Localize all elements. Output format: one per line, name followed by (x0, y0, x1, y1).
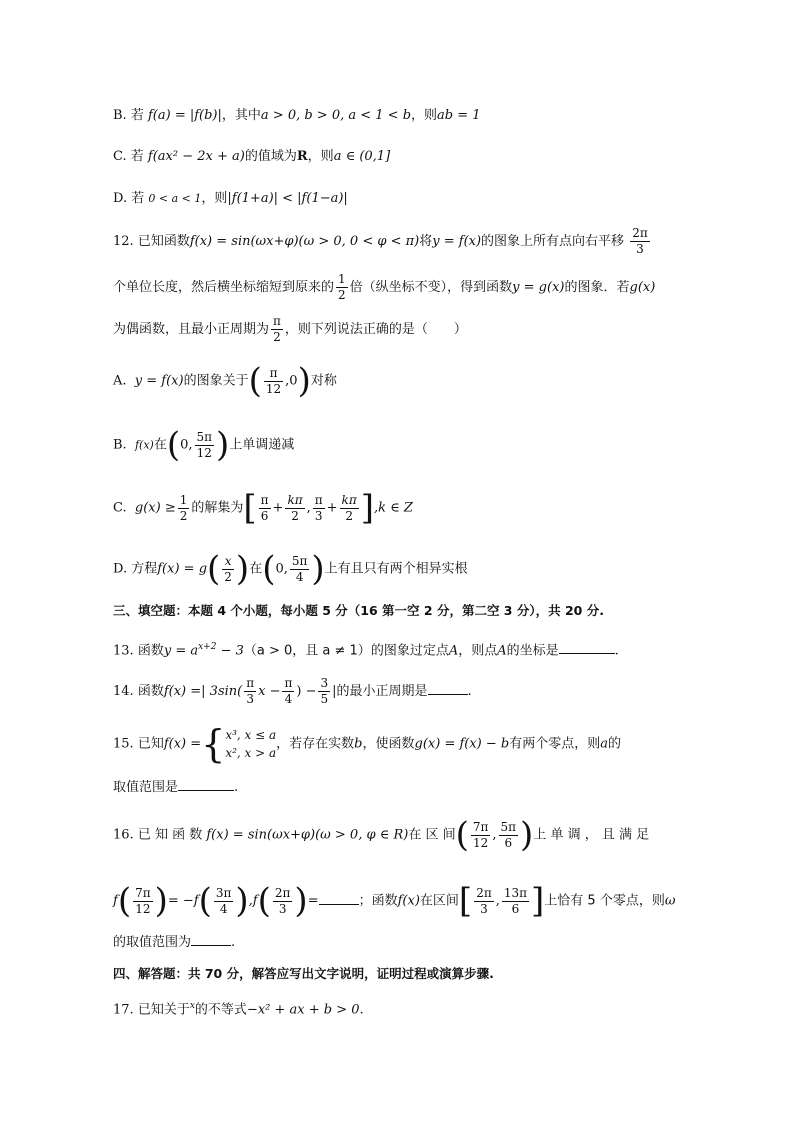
denominator: 3 (480, 901, 488, 916)
math-expr: a (600, 736, 609, 752)
text: 个单位长度，然后横坐标缩短到原来的 (113, 280, 335, 295)
math-expr: x − (258, 684, 281, 699)
text: . (234, 780, 239, 795)
math-expr: f (113, 893, 118, 909)
left-paren: ( (455, 815, 469, 855)
text: 的坐标是 (506, 643, 559, 659)
right-bracket: ] (531, 881, 545, 921)
text: 有两个零点，则 (509, 736, 601, 752)
math-expr: A (497, 643, 507, 659)
left-paren: ( (166, 425, 181, 465)
text: 若 (130, 149, 144, 164)
q12-option-b (113, 425, 295, 465)
text: 上恰有 5 个零点，则 (544, 893, 665, 909)
math-expr: = −f (167, 893, 199, 909)
q13 (113, 637, 619, 661)
left-paren: ( (207, 549, 221, 589)
right-bracket: ] (360, 488, 374, 528)
fraction (285, 493, 304, 524)
q12-option-d (113, 549, 468, 589)
fraction (630, 226, 650, 257)
fraction (271, 314, 283, 345)
right-paren: ) (297, 361, 311, 401)
text: ，则 (307, 149, 334, 164)
text: 在 区 间 (408, 827, 456, 843)
math-expr: f(x) (134, 438, 154, 452)
operator: + (326, 500, 338, 516)
math-expr: g(x) = f(x) − b (414, 736, 510, 752)
answer-blank[interactable] (559, 641, 615, 654)
answer-blank[interactable] (428, 682, 468, 695)
math-expr: a ∈ (0,1] (333, 149, 391, 164)
option-label: B. (113, 108, 127, 123)
math-expr: ) − (296, 684, 317, 699)
right-paren: ) (154, 881, 168, 921)
q15-line1 (113, 722, 622, 766)
fraction (471, 820, 491, 851)
separator: , (495, 893, 500, 909)
fraction (273, 886, 293, 917)
math-expr: b (354, 736, 363, 752)
numerator: kπ (287, 492, 303, 507)
math-expr: ω (664, 893, 676, 909)
fraction (244, 676, 256, 707)
q16-line1 (113, 815, 650, 855)
text: ，则下列说法正确的是（ ） (284, 322, 467, 337)
denominator: 2 (291, 508, 299, 523)
denominator: 3 (278, 901, 287, 916)
option-d-q11 (113, 189, 348, 209)
numerator: 5π (500, 819, 517, 834)
numerator: 1 (338, 272, 346, 286)
fraction (474, 886, 494, 917)
text: 为偶函数，且最小正周期为 (113, 322, 270, 337)
math-expr: g(x) (629, 280, 656, 295)
denominator: 2 (273, 330, 281, 344)
math-expr: −x² + ax + b > 0 (246, 1002, 360, 1018)
math-expr: y = f(x) (432, 234, 482, 249)
section4-heading: 四、解答题：共 70 分，解答应写出文字说明，证明过程或演算步骤. (113, 966, 494, 981)
text: 上有且只有两个相异实根 (324, 561, 468, 577)
math-expr: |f(1+a)| < |f(1−a)| (227, 191, 348, 206)
text: ，使函数 (362, 736, 415, 752)
fraction (499, 820, 519, 851)
math-expr: ,0 (285, 373, 298, 389)
denominator: 6 (504, 835, 513, 850)
answer-blank[interactable] (319, 892, 359, 905)
q16-line2 (113, 881, 676, 921)
numerator: x (222, 554, 234, 570)
math-expr: y = f(x) (134, 373, 184, 389)
fraction (178, 493, 190, 524)
fraction (133, 886, 153, 917)
text: 的解集为 (191, 500, 244, 516)
left-paren: ( (198, 881, 212, 921)
answer-blank[interactable] (178, 778, 234, 791)
numerator: π (264, 366, 283, 382)
fraction (336, 272, 348, 303)
math-expr: ,k ∈ Z (373, 500, 413, 516)
fraction (282, 676, 294, 707)
text: 的取值范围为 (113, 935, 192, 950)
fraction (290, 554, 310, 585)
question-number: 12. (113, 234, 134, 249)
denominator: 12 (135, 901, 151, 916)
text: ，则 (411, 108, 438, 123)
numerator: kπ (341, 492, 357, 507)
section3-heading: 三、填空题：本题 4 个小题，每小题 5 分（16 第一空 2 分，第二空 3 分），共 20 分. (113, 603, 604, 618)
math-expr: a > 0, b > 0, a < 1 < b (260, 108, 412, 123)
math-expr: ab = 1 (437, 108, 481, 123)
fraction (502, 886, 529, 917)
text: 上 单 调 ， 且 满 足 (533, 827, 650, 843)
operator: + (272, 500, 284, 516)
text: 的图象上所有点向右平移 (481, 234, 625, 249)
text: 的最小正周期是 (336, 684, 428, 699)
denominator: 4 (295, 569, 304, 584)
denominator: 2 (338, 288, 346, 302)
left-paren: ( (257, 881, 271, 921)
fraction (264, 366, 283, 397)
q12-option-a (113, 361, 337, 401)
question-number: 14. (113, 684, 134, 699)
math-expr: f(x) = g (157, 561, 208, 577)
denominator: 2 (224, 569, 232, 584)
denominator: 5 (320, 692, 329, 706)
text: 的 (608, 736, 622, 752)
right-paren: ) (294, 881, 308, 921)
numerator: 5π (291, 553, 308, 568)
option-label: C. (113, 149, 127, 164)
text: ，若存在实数 (276, 736, 355, 752)
fraction (222, 554, 234, 585)
numerator: π (246, 676, 255, 690)
math-expr: f(x) = sin(ωx+φ)(ω > 0, 0 < φ < π) (189, 234, 420, 249)
left-paren: ( (262, 549, 276, 589)
q12-option-c (113, 488, 413, 528)
q12-line3 (113, 314, 467, 345)
fraction (318, 676, 330, 707)
numerator: 7π (135, 885, 151, 900)
numerator: π (260, 492, 269, 507)
q12-line1 (113, 226, 652, 257)
question-number: 16. (113, 827, 134, 843)
math-expr: = (307, 893, 319, 909)
denominator: 12 (472, 835, 489, 850)
math-expr: 0 < a < 1 (148, 192, 202, 205)
q16-line3 (113, 933, 235, 953)
denominator: 4 (219, 901, 228, 916)
separator: , (306, 500, 311, 516)
text: 上单调递减 (229, 437, 295, 453)
right-paren: ) (216, 425, 230, 465)
text: . (614, 643, 619, 659)
math-expr: | (332, 684, 337, 699)
math-expr: x (189, 1001, 195, 1011)
separator: , (492, 827, 497, 843)
exponent: x+2 (198, 642, 217, 652)
text: 的值域为 (244, 149, 297, 164)
left-brace: { (201, 722, 226, 766)
text: 已知函数 (137, 234, 190, 249)
numerator: 2π (274, 885, 291, 900)
text: . (359, 1002, 364, 1018)
text: 函数 (137, 684, 164, 699)
numerator: π (314, 492, 323, 507)
q14 (113, 676, 472, 707)
numerator: π (273, 314, 281, 328)
numerator: 3 (320, 676, 329, 690)
fraction (313, 493, 325, 524)
math-expr: g(x) ≥ (134, 500, 176, 516)
text: 倍（纵坐标不变），得到函数 (349, 280, 513, 295)
denominator: 3 (636, 242, 644, 256)
math-expr: f(x) =| 3sin( (163, 684, 243, 699)
denominator: 2 (179, 508, 188, 523)
text: 取值范围是 (113, 780, 179, 795)
right-paren: ) (311, 549, 325, 589)
q15-line2 (113, 778, 238, 798)
text: . (467, 684, 472, 699)
right-paren: ) (235, 549, 250, 589)
numerator: 2π (476, 885, 492, 900)
denominator: 4 (284, 692, 293, 706)
text: 若 (130, 108, 144, 123)
numerator: 2π (632, 226, 648, 240)
text: ，则点 (458, 643, 498, 659)
text: 的图象关于 (183, 373, 249, 389)
case-2: x², x > a (225, 746, 277, 760)
text: 的不等式 (194, 1002, 247, 1018)
option-c-q11 (113, 147, 390, 167)
math-expr: y = a (163, 643, 199, 659)
text: 已知 (137, 736, 164, 752)
denominator: 6 (511, 901, 520, 916)
text: 在 (249, 561, 263, 577)
left-paren: ( (248, 361, 262, 401)
right-paren: ) (235, 881, 249, 921)
math-expr: f(x) = (163, 736, 202, 752)
denominator: 3 (246, 692, 254, 706)
q12-line2 (113, 272, 655, 303)
option-label: A. (113, 373, 127, 389)
text: 在 (153, 437, 167, 453)
text: 的图象．若 (564, 280, 630, 295)
question-number: 17. (113, 1002, 134, 1018)
denominator: 12 (265, 381, 282, 396)
math-expr: R (296, 149, 308, 164)
text: ，其中 (221, 108, 261, 123)
text: 在区间 (419, 893, 459, 909)
text: （a > 0，且 a ≠ 1） (243, 643, 371, 659)
denominator: 12 (196, 445, 212, 460)
math-expr: f(ax² − 2x + a) (147, 149, 245, 164)
question-number: 13. (113, 643, 134, 659)
text: 对称 (310, 373, 337, 389)
math-expr: y = g(x) (512, 280, 565, 295)
numerator: 1 (179, 492, 188, 507)
left-bracket: [ (243, 488, 257, 528)
answer-blank[interactable] (191, 933, 231, 946)
numerator: 13π (503, 885, 528, 900)
math-expr: 0, (275, 561, 288, 577)
question-number: 15. (113, 736, 134, 752)
text: ，则 (201, 191, 228, 206)
case-1: x³, x ≤ a (225, 728, 277, 742)
numerator: 5π (196, 429, 213, 444)
option-label: B. (113, 437, 127, 453)
numerator: 7π (472, 819, 489, 834)
option-label: D. (113, 561, 128, 577)
text: 函数 (137, 643, 164, 659)
denominator: 6 (260, 508, 269, 523)
text: 已知关于 (137, 1002, 190, 1018)
piecewise-cases (225, 726, 276, 762)
math-expr: f(x) = sin(ωx+φ)(ω > 0, φ ∈ R) (206, 827, 409, 843)
text: 的图象过定点 (370, 643, 449, 659)
text: . (231, 935, 236, 950)
math-expr: f(a) = |f(b)| (147, 108, 222, 123)
math-expr: ,f (248, 893, 258, 909)
math-expr: − 3 (216, 643, 244, 659)
denominator: 3 (314, 508, 323, 523)
option-label: C. (113, 500, 127, 516)
right-paren: ) (520, 815, 534, 855)
q17 (113, 996, 364, 1020)
left-bracket: [ (458, 881, 473, 921)
text: 若 (131, 191, 145, 206)
fraction (340, 493, 359, 524)
option-b-q11 (113, 106, 481, 126)
denominator: 2 (345, 508, 353, 523)
fraction (195, 430, 215, 461)
math-expr: f(x) (397, 893, 420, 909)
fraction (259, 493, 271, 524)
numerator: 3π (215, 885, 232, 900)
numerator: π (284, 676, 293, 690)
fraction (214, 886, 234, 917)
math-expr: A (448, 643, 459, 659)
option-label: D. (113, 191, 128, 206)
math-expr: 0, (180, 437, 193, 453)
left-paren: ( (117, 881, 132, 921)
text: 已 知 函 数 (137, 827, 203, 843)
text: ；函数 (358, 893, 398, 909)
text: 将 (419, 234, 433, 249)
text: 方程 (131, 561, 158, 577)
